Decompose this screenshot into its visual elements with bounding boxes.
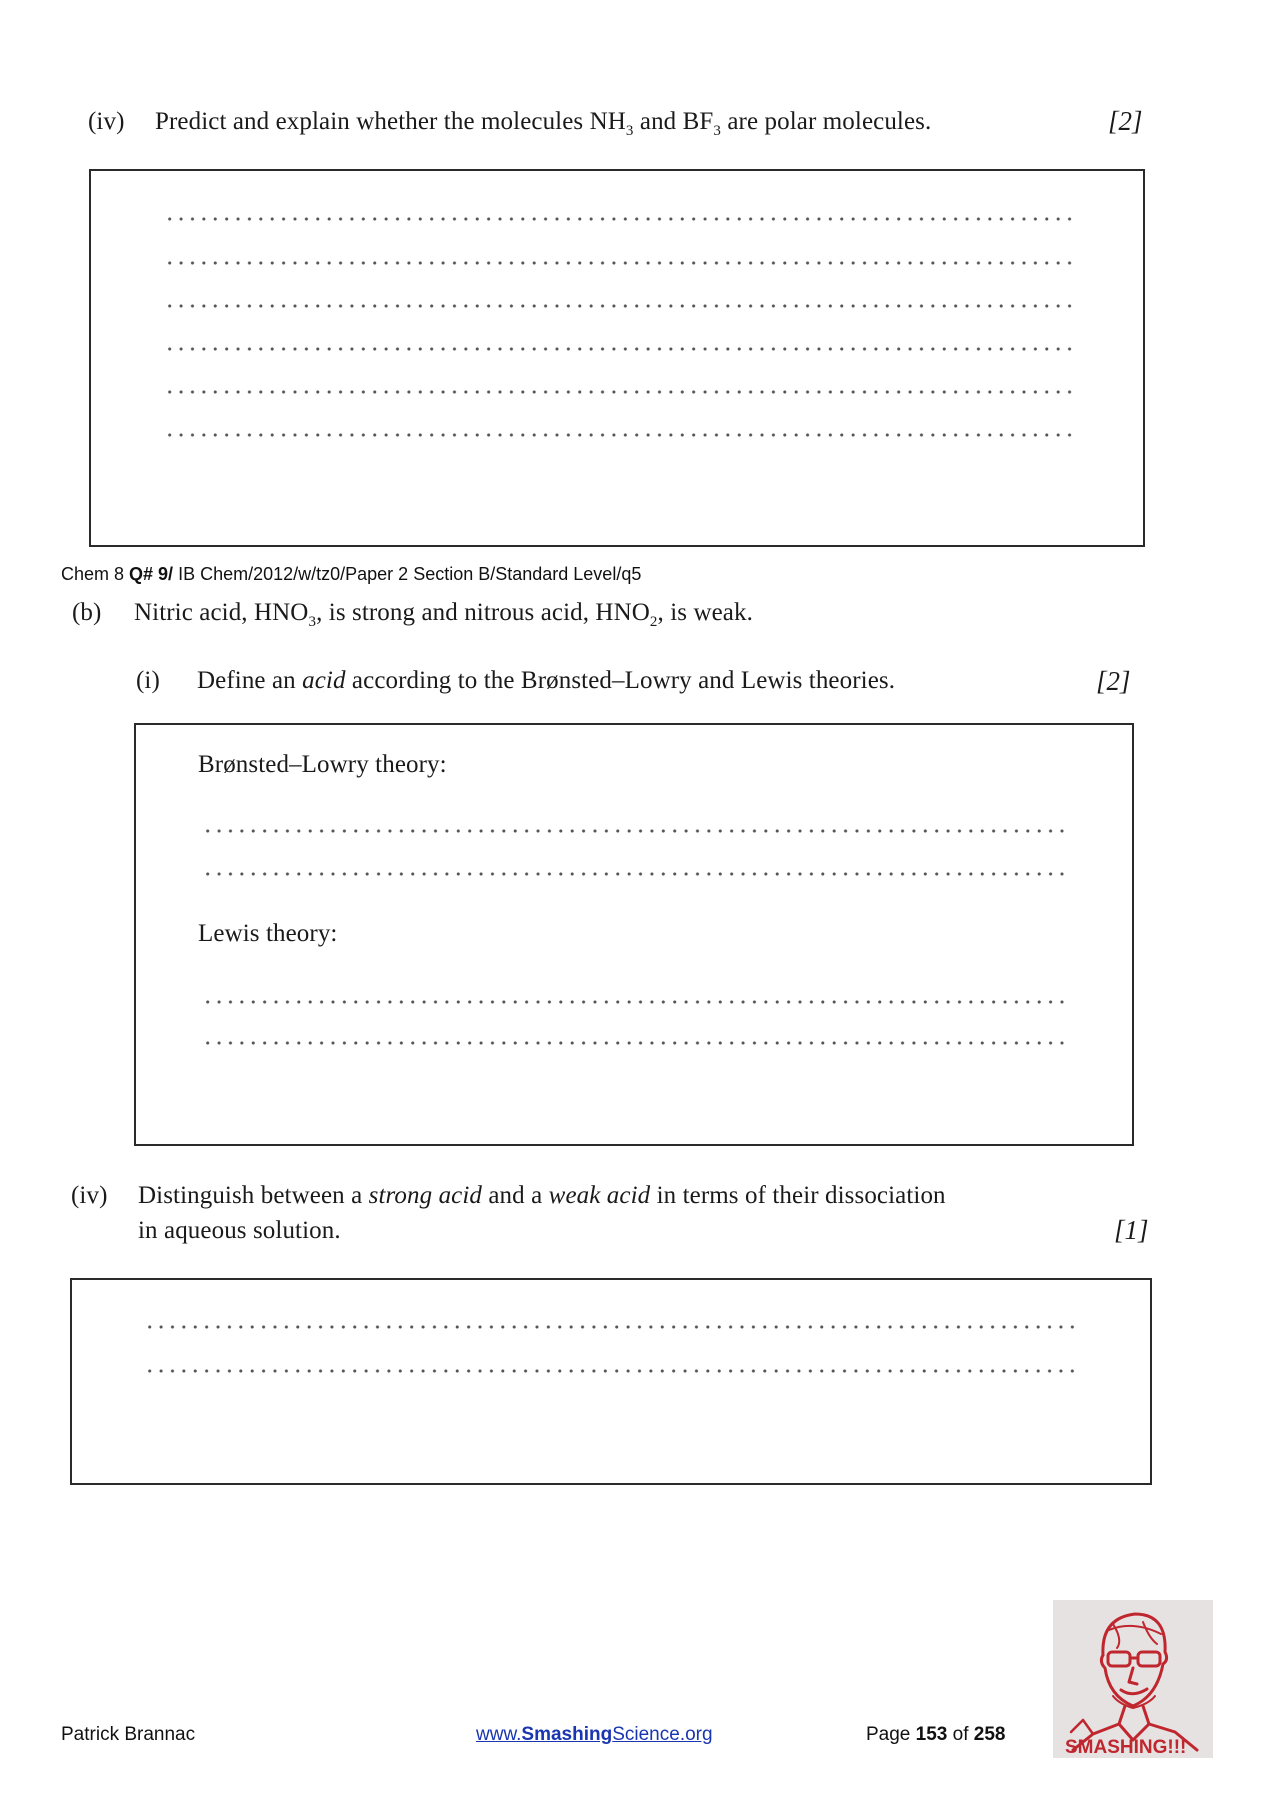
bronsted-lowry-label: Brønsted–Lowry theory: xyxy=(198,751,447,778)
question-iv-text: Predict and explain whether the molecules $NH_3$ and $BF_3$ are polar molecules. xyxy=(155,108,932,139)
portrait-sketch-icon xyxy=(1053,1600,1213,1758)
answer-line[interactable] xyxy=(202,1000,1070,1004)
answer-line[interactable] xyxy=(202,829,1070,833)
answer-line[interactable] xyxy=(164,390,1076,394)
question-iv-b-number: (iv) xyxy=(71,1182,108,1209)
answer-line[interactable] xyxy=(144,1369,1080,1373)
question-iv-b-text-line2: in aqueous solution. xyxy=(138,1217,341,1244)
question-reference: Chem 8 Q# 9/ IB Chem/2012/w/tz0/Paper 2 Section B/Standard Level/q5 xyxy=(61,564,642,584)
question-b-number: (b) xyxy=(72,599,102,626)
footer-website-link[interactable]: www.SmashingScience.org xyxy=(476,1724,713,1745)
footer-author: Patrick Brannac xyxy=(61,1724,196,1745)
question-iv-b-text: Distinguish between a strong acid and a weak acid in terms of their dissociation xyxy=(138,1182,946,1209)
answer-line[interactable] xyxy=(164,261,1076,265)
answer-line[interactable] xyxy=(144,1325,1080,1329)
marks-label: [2] xyxy=(1108,106,1143,136)
answer-line[interactable] xyxy=(164,433,1076,437)
stamp-label: SMASHING!!! xyxy=(1065,1737,1187,1758)
marks-label: [2] xyxy=(1096,666,1131,696)
answer-line[interactable] xyxy=(202,872,1070,876)
question-i-text: Define an acid according to the Brønsted–Lowry and Lewis theories. xyxy=(197,667,896,694)
smashing-stamp-logo xyxy=(1053,1600,1213,1758)
question-i-number: (i) xyxy=(136,667,160,694)
lewis-theory-label: Lewis theory: xyxy=(198,920,338,947)
answer-line[interactable] xyxy=(164,347,1076,351)
question-iv-number: (iv) xyxy=(88,108,125,135)
marks-label: [1] xyxy=(1114,1215,1149,1245)
answer-box-polar[interactable] xyxy=(89,169,1145,547)
answer-line[interactable] xyxy=(164,217,1076,221)
footer-page-number: Page 153 of 258 xyxy=(866,1724,1006,1745)
question-b-text: Nitric acid, $HNO_3$, is strong and nitrous acid, $HNO_2$, is weak. xyxy=(134,599,753,630)
answer-line[interactable] xyxy=(202,1041,1070,1045)
answer-box-acid-definitions[interactable] xyxy=(134,723,1134,1146)
answer-line[interactable] xyxy=(164,304,1076,308)
answer-box-dissociation[interactable] xyxy=(70,1278,1152,1485)
